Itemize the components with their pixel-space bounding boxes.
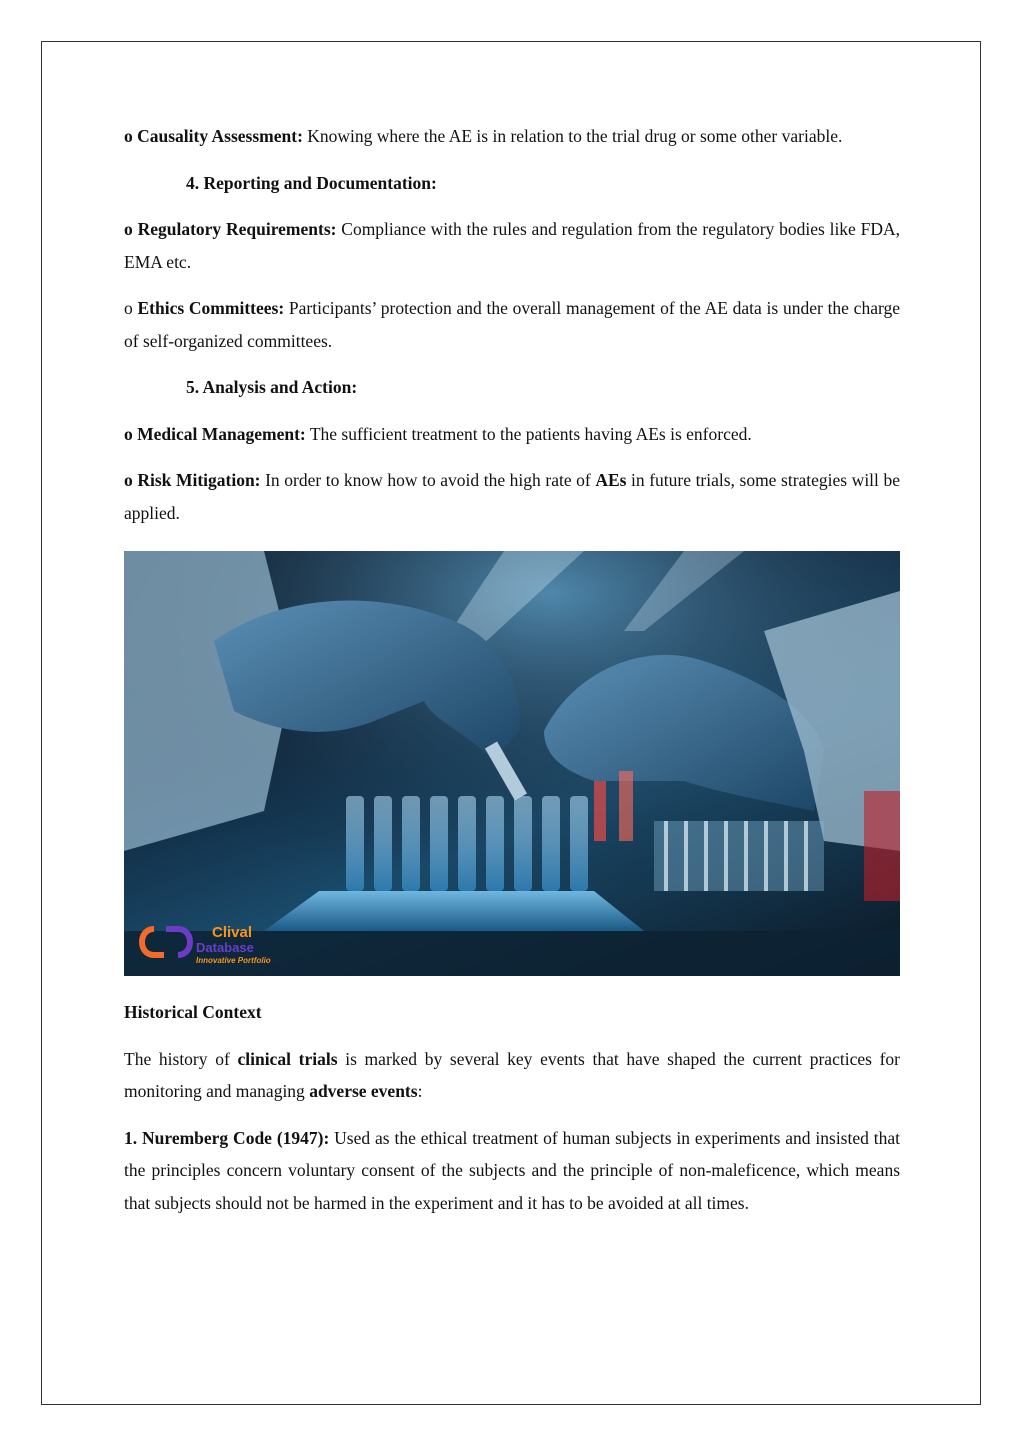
- historical-intro: The history of clinical trials is marked by several key events that have shaped the current practices for monitoring and managing adverse events:: [124, 1048, 901, 1101]
- regulatory-requirements-item: o Regulatory Requirements: Compliance with the rules and regulation from the regulatory bodies like FDA, EMA etc.: [124, 219, 901, 272]
- analysis-heading: 5. Analysis and Action:: [186, 377, 358, 397]
- medical-management-item: o Medical Management: The sufficient treatment to the patients having AEs is enforced.: [124, 423, 752, 444]
- causality-assessment-item: o Causality Assessment: Knowing where the AE is in relation to the trial drug or some other variable.: [124, 126, 843, 146]
- historical-context-title: Historical Context: [124, 1002, 262, 1022]
- ethics-committees-item: o Ethics Committees: Participants’ protection and the overall management of the AE data is under the charge of self-organized committees.: [124, 298, 901, 351]
- logo-line-3: Innovative Portfolio: [196, 956, 271, 965]
- lab-illustration: [124, 551, 900, 976]
- reporting-heading: 4. Reporting and Documentation:: [186, 172, 437, 193]
- document-body: [124, 120, 900, 1233]
- lab-test-tubes-image: [124, 551, 900, 976]
- risk-mitigation-item: o Risk Mitigation: In order to know how to avoid the high rate of AEs in future trials, some strategies will be applied.: [124, 470, 900, 523]
- nuremberg-code-item: 1. Nuremberg Code (1947): Used as the ethical treatment of human subjects in experiments and insisted that the principles concern voluntary consent of the subjects and the principle of non-maleficence, which means that subjects should not be harmed in the experiment and it has to be avoided at all times.: [124, 1127, 900, 1213]
- logo-line-1: Clival: [212, 924, 253, 941]
- logo-line-2: Database: [196, 940, 254, 955]
